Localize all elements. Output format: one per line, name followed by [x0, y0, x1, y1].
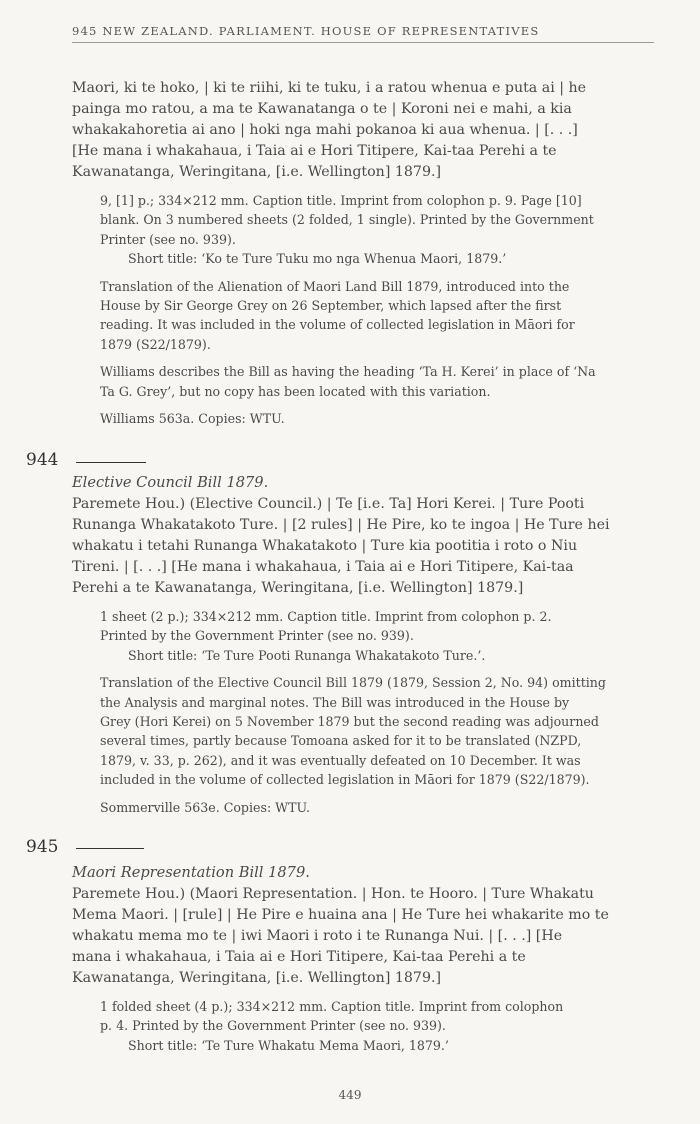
text-line: Runanga Whakatakoto Ture. | [2 rules] | He Pire, ko te ingoa | He Ture hei	[72, 517, 610, 533]
short-title: Short title: ‘Te Ture Pooti Runanga Whakatakoto Ture.’.	[128, 647, 486, 663]
entry-number: 944	[26, 450, 59, 470]
running-head: 945 NEW ZEALAND. PARLIAMENT. HOUSE OF REPRESENTATIVES	[72, 24, 654, 43]
entry-945	[72, 862, 654, 1055]
short-title: Short title: ‘Ko te Ture Tuku mo nga Whenua Maori, 1879.’	[128, 251, 507, 267]
page-number: 449	[338, 1088, 362, 1102]
text-line: Printer (see no. 939).	[100, 231, 236, 247]
entry-944-text	[72, 494, 654, 599]
entry-title: Elective Council Bill 1879.	[72, 474, 269, 491]
note	[72, 673, 654, 789]
text-line: Maori, ki te hoko, | ki te riihi, ki te tuku, i a ratou whenua e puta ai | he	[72, 80, 587, 96]
text-line: Tireni. | [. . .] [He mana i whakahaua, i Taia ai e Hori Titipere, Kai-taa	[72, 559, 574, 575]
text-line: House by Sir George Grey on 26 September, which lapsed after the first	[100, 298, 562, 314]
text-line: Williams describes the Bill as having the heading ‘Ta H. Kerei’ in place of ‘Na	[100, 364, 596, 380]
text-line: Ta G. Grey’, but no copy has been located with this variation.	[100, 383, 491, 399]
text-line: Paremete Hou.) (Maori Representation. | Hon. te Hooro. | Ture Whakatu	[72, 886, 594, 902]
physical-description	[72, 997, 654, 1036]
entry-number: 945	[26, 837, 59, 857]
text-line: p. 4. Printed by the Government Printer (see no. 939).	[100, 1018, 446, 1034]
physical-description	[72, 607, 654, 646]
text-line: 1879, v. 33, p. 262), and it was eventually defeated on 10 December. It was	[100, 752, 581, 768]
references: Sommerville 563e. Copies: WTU.	[100, 799, 310, 815]
entry-rule	[76, 848, 144, 849]
text-line: Translation of the Elective Council Bill 1879 (1879, Session 2, No. 94) omitting	[100, 675, 606, 691]
entry-943-text	[72, 78, 654, 183]
text-line: Printed by the Government Printer (see no. 939).	[100, 628, 414, 644]
text-line: whakatu i tetahi Runanga Whakatakoto | Ture kia pootitia i roto o Niu	[72, 538, 578, 554]
text-line: Kawanatanga, Weringitana, [i.e. Wellington] 1879.]	[72, 164, 442, 180]
text-line: whakakahoretia ai ano | hoki nga mahi pokanoa ki aua whenua. | [. . .]	[72, 122, 578, 138]
entry-943	[72, 78, 654, 428]
text-line: 1 sheet (2 p.); 334×212 mm. Caption title. Imprint from colophon p. 2.	[100, 609, 552, 624]
text-line: several times, partly because Tomoana asked for it to be translated (NZPD,	[100, 733, 582, 749]
entry-945-text	[72, 884, 654, 989]
text-line: blank. On 3 numbered sheets (2 folded, 1 single). Printed by the Government	[100, 212, 594, 228]
text-line: Mema Maori. | [rule] | He Pire e huaina ana | He Ture hei whakarite mo te	[72, 907, 609, 923]
text-line: Kawanatanga, Weringitana, [i.e. Wellington] 1879.]	[72, 970, 442, 986]
text-line: painga mo ratou, a ma te Kawanatanga o te | Koroni nei e mahi, a kia	[72, 101, 572, 117]
short-title: Short title: ‘Te Ture Whakatu Mema Maori, 1879.’	[128, 1037, 449, 1053]
text-line: whakatu mema mo te | iwi Maori i roto i te Runanga Nui. | [. . .] [He	[72, 928, 563, 944]
physical-description	[72, 191, 654, 249]
text-line: mana i whakahaua, i Taia ai e Hori Titipere, Kai-taa Perehi a te	[72, 949, 526, 965]
text-line: Perehi a te Kawanatanga, Weringitana, [i.e. Wellington] 1879.]	[72, 580, 524, 596]
entry-title: Maori Representation Bill 1879.	[72, 864, 310, 881]
text-line: [He mana i whakahaua, i Taia ai e Hori Titipere, Kai-taa Perehi a te	[72, 143, 557, 159]
note	[72, 277, 654, 355]
text-line: reading. It was included in the volume of collected legislation in Māori for	[100, 317, 575, 333]
text-line: 9, [1] p.; 334×212 mm. Caption title. Imprint from colophon p. 9. Page [10]	[100, 193, 582, 208]
note	[72, 362, 654, 401]
text-line: Paremete Hou.) (Elective Council.) | Te [i.e. Ta] Hori Kerei. | Ture Pooti	[72, 496, 585, 512]
entry-944	[72, 472, 654, 817]
entry-rule	[76, 462, 146, 463]
text-line: Translation of the Alienation of Maori Land Bill 1879, introduced into the	[100, 278, 570, 294]
references: Williams 563a. Copies: WTU.	[100, 411, 285, 427]
text-line: 1 folded sheet (4 p.); 334×212 mm. Caption title. Imprint from colophon	[100, 999, 564, 1014]
text-line: the Analysis and marginal notes. The Bill was introduced in the House by	[100, 694, 570, 710]
text-line: Grey (Hori Kerei) on 5 November 1879 but the second reading was adjourned	[100, 714, 599, 730]
text-line: 1879 (S22/1879).	[100, 336, 211, 352]
text-line: included in the volume of collected legislation in Māori for 1879 (S22/1879).	[100, 772, 590, 788]
